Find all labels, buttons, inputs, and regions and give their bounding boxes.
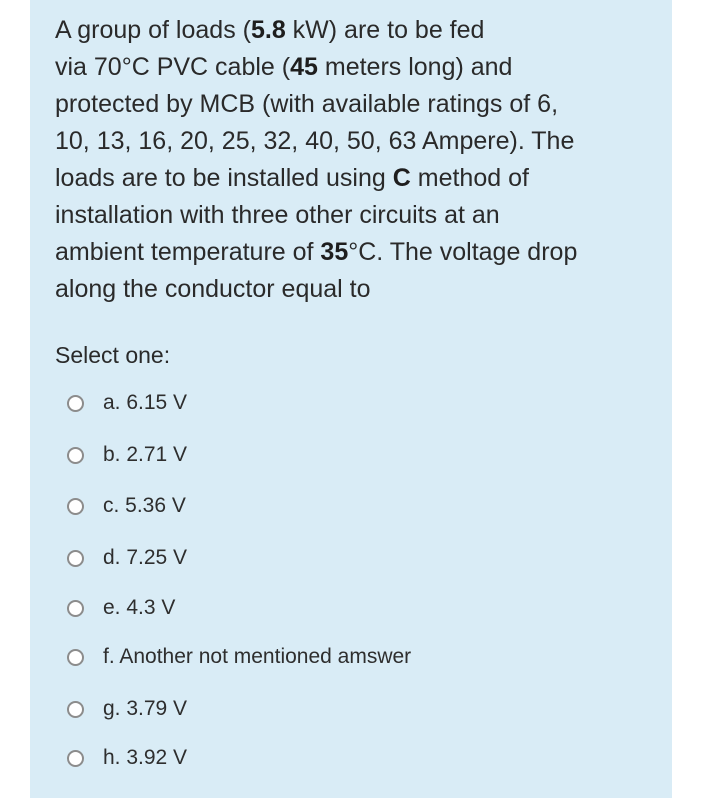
radio-button[interactable] bbox=[67, 395, 84, 412]
radio-button[interactable] bbox=[67, 750, 84, 767]
option-label: h. 3.92 V bbox=[103, 746, 188, 769]
option-label: f. Another not mentioned amswer bbox=[103, 645, 412, 668]
option-label: a. 6.15 V bbox=[103, 391, 188, 414]
question-text-part: kW) are to be fed via 70°C PVC cable ( bbox=[55, 16, 485, 81]
answer-option-b[interactable] bbox=[67, 440, 187, 470]
answer-option-d[interactable] bbox=[67, 543, 187, 573]
answer-option-c[interactable] bbox=[67, 491, 186, 521]
radio-button[interactable] bbox=[67, 701, 84, 718]
radio-button[interactable] bbox=[67, 550, 84, 567]
answer-option-e[interactable] bbox=[67, 593, 175, 623]
radio-button[interactable] bbox=[67, 447, 84, 464]
option-label: e. 4.3 V bbox=[103, 596, 176, 619]
question-text-part: meters long) and protected by MCB (with available ratings of 6, 10, 13, 16, 20, 25, 32, 40, 50, 63 Ampere). The loads are to be installed using bbox=[55, 53, 575, 192]
question-text-part: 5.8 bbox=[250, 16, 286, 44]
option-label: d. 7.25 V bbox=[103, 546, 188, 569]
question-text-part: method of installation with three other circuits at an ambient temperature of bbox=[55, 164, 529, 266]
question-text-part: 45 bbox=[290, 53, 318, 81]
radio-button[interactable] bbox=[67, 600, 84, 617]
question-card bbox=[30, 0, 672, 798]
option-label: g. 3.79 V bbox=[103, 697, 188, 720]
answer-option-f[interactable] bbox=[67, 642, 411, 672]
select-one-label: Select one: bbox=[55, 342, 171, 368]
question-text-part: 35 bbox=[320, 238, 349, 266]
answer-option-h[interactable] bbox=[67, 743, 187, 773]
answer-option-a[interactable] bbox=[67, 388, 187, 418]
radio-button[interactable] bbox=[67, 649, 84, 666]
question-text-part: C bbox=[392, 164, 411, 192]
answer-option-g[interactable] bbox=[67, 694, 187, 724]
option-label: b. 2.71 V bbox=[103, 443, 188, 466]
question-text-part: A group of loads ( bbox=[55, 16, 251, 44]
question-text-part: °C. The voltage drop along the conductor equal to bbox=[55, 238, 578, 303]
question-text bbox=[55, 12, 655, 308]
option-label: c. 5.36 V bbox=[103, 494, 186, 517]
radio-button[interactable] bbox=[67, 498, 84, 515]
